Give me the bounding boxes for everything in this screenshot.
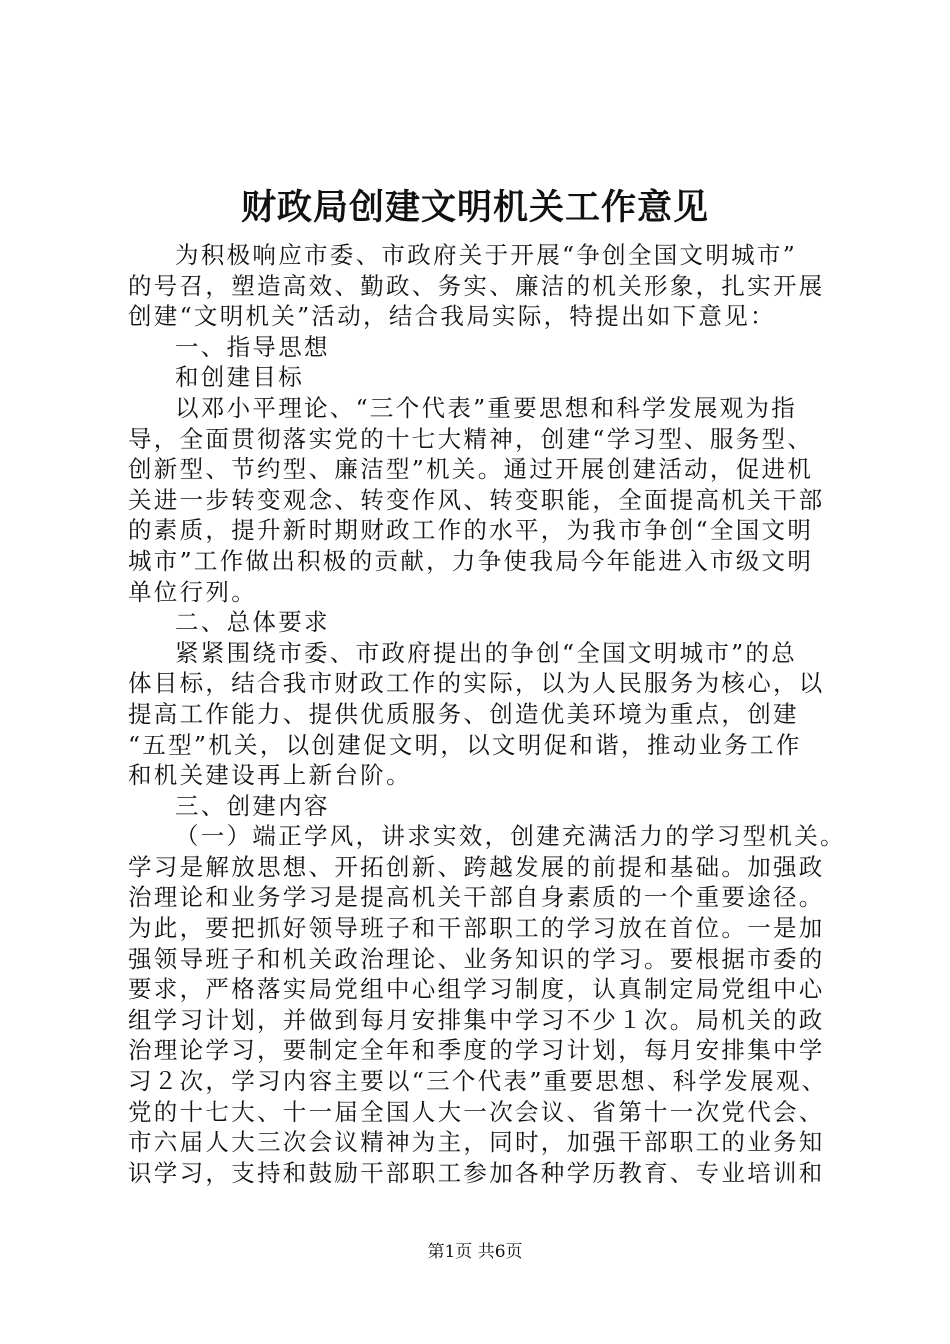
text-line: 组学习计划，并做到每月安排集中学习不少１次。局机关的政 — [128, 1005, 825, 1034]
document-body — [128, 240, 846, 1188]
text-line: 的素质，提升新时期财政工作的水平，为我市争创“全国文明 — [128, 516, 814, 545]
document-title: 财政局创建文明机关工作意见 — [240, 187, 709, 228]
text-line: 三、创建内容 — [175, 791, 330, 820]
page-footer: 第1页 共6页 — [427, 1242, 523, 1262]
text-line: 提高工作能力、提供优质服务、创造优美环境为重点，创建 — [128, 699, 799, 728]
text-line: 关进一步转变观念、转变作风、转变职能，全面提高机关干部 — [128, 485, 825, 514]
text-line: 要求，严格落实局党组中心组学习制度，认真制定局党组中心 — [128, 975, 825, 1004]
text-line: 单位行列。 — [128, 577, 257, 606]
text-line: 为此，要把抓好领导班子和干部职工的学习放在首位。一是加 — [128, 914, 825, 943]
text-line: 体目标，结合我市财政工作的实际，以为人民服务为核心，以 — [128, 669, 825, 698]
text-line: 治理论学习，要制定全年和季度的学习计划，每月安排集中学 — [128, 1036, 825, 1065]
text-line: 为积极响应市委、市政府关于开展“争创全国文明城市” — [175, 241, 798, 269]
text-line: 二、总体要求 — [175, 608, 330, 637]
text-line: 党的十七大、十一届全国人大一次会议、省第十一次党代会、 — [128, 1097, 825, 1126]
text-line: 导，全面贯彻落实党的十七大精神，创建“学习型、服务型、 — [128, 424, 814, 453]
text-line: 一、指导思想 — [175, 332, 330, 361]
text-line: 习２次，学习内容主要以“三个代表”重要思想、科学发展观、 — [128, 1067, 828, 1096]
text-line: 创建“文明机关”活动，结合我局实际，特提出如下意见： — [128, 302, 776, 331]
text-line: 城市”工作做出积极的贡献，力争使我局今年能进入市级文明 — [128, 546, 814, 575]
text-line: 强领导班子和机关政治理论、业务知识的学习。要根据市委的 — [128, 944, 825, 973]
text-line: 和创建目标 — [175, 363, 304, 392]
text-line: 市六届人大三次会议精神为主，同时，加强干部职工的业务知 — [128, 1128, 825, 1157]
text-line: 和机关建设再上新台阶。 — [128, 761, 412, 790]
text-line: 以邓小平理论、“三个代表”重要思想和科学发展观为指 — [175, 393, 798, 422]
text-line: “五型”机关，以创建促文明，以文明促和谐，推动业务工作 — [128, 730, 802, 759]
text-line: 学习是解放思想、开拓创新、跨越发展的前提和基础。加强政 — [128, 852, 825, 881]
text-line: 紧紧围绕市委、市政府提出的争创“全国文明城市”的总 — [175, 638, 798, 667]
text-line: 创新型、节约型、廉洁型”机关。通过开展创建活动，促进机 — [128, 455, 814, 484]
text-line: 的号召，塑造高效、勤政、务实、廉洁的机关形象，扎实开展 — [128, 271, 825, 300]
text-line: 识学习，支持和鼓励干部职工参加各种学历教育、专业培训和 — [128, 1158, 825, 1187]
text-line: 治理论和业务学习是提高机关干部自身素质的一个重要途径。 — [128, 883, 825, 912]
text-line: （一）端正学风，讲求实效，创建充满活力的学习型机关。 — [175, 822, 846, 851]
